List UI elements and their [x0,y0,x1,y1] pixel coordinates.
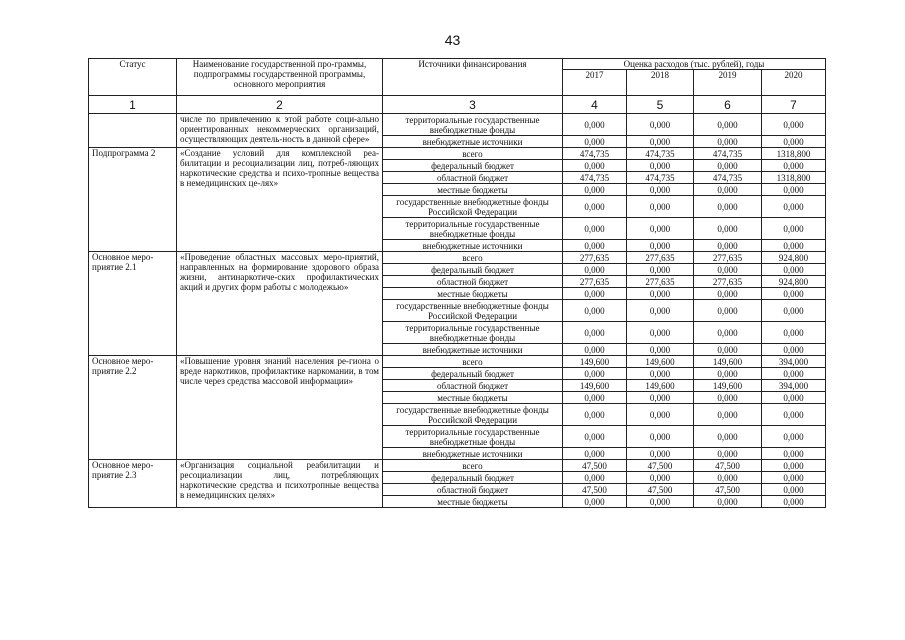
value-cell: 277,635 [563,276,627,288]
value-cell: 0,000 [627,240,694,252]
value-cell: 149,600 [627,380,694,392]
status-cell: Основное меро-приятие 2.2 [89,356,177,460]
value-cell: 0,000 [563,472,627,484]
value-cell: 277,635 [694,276,762,288]
source-cell: всего [383,148,563,160]
value-cell: 277,635 [627,276,694,288]
value-cell: 0,000 [762,472,826,484]
value-cell: 0,000 [563,264,627,276]
value-cell: 474,735 [563,172,627,184]
value-cell: 0,000 [694,218,762,240]
source-cell: всего [383,460,563,472]
value-cell: 0,000 [627,392,694,404]
value-cell: 0,000 [563,404,627,426]
source-cell: территориальные государственные внебюджетные фонды [383,426,563,448]
column-index: 7 [762,96,826,114]
table-row [89,114,826,136]
value-cell: 0,000 [627,136,694,148]
value-cell: 0,000 [627,196,694,218]
value-cell: 474,735 [627,172,694,184]
status-cell [89,114,177,148]
column-index-row [89,96,826,114]
value-cell: 0,000 [762,184,826,196]
value-cell: 0,000 [762,322,826,344]
source-cell: государственные внебюджетные фонды Российской Федерации [383,196,563,218]
value-cell: 0,000 [563,448,627,460]
value-cell: 0,000 [762,114,826,136]
value-cell: 0,000 [694,368,762,380]
source-cell: областной бюджет [383,484,563,496]
source-cell: местные бюджеты [383,288,563,300]
value-cell: 0,000 [563,114,627,136]
source-cell: всего [383,356,563,368]
value-cell: 0,000 [627,114,694,136]
value-cell: 0,000 [563,288,627,300]
value-cell: 474,735 [627,148,694,160]
source-cell: всего [383,252,563,264]
header-year: 2019 [694,70,762,96]
value-cell: 394,000 [762,380,826,392]
value-cell: 0,000 [563,426,627,448]
column-index: 1 [89,96,177,114]
value-cell: 0,000 [762,404,826,426]
table-row [89,460,826,472]
value-cell: 0,000 [627,218,694,240]
value-cell: 0,000 [762,136,826,148]
value-cell: 0,000 [762,448,826,460]
value-cell: 149,600 [627,356,694,368]
page-number: 43 [444,32,461,48]
name-cell: числе по привлечению к этой работе соци-ально ориентированных некоммерческих организаций, осуществляющих деятель-ность в данной сфере» [177,114,383,148]
value-cell: 0,000 [627,264,694,276]
value-cell: 0,000 [563,160,627,172]
source-cell: областной бюджет [383,276,563,288]
source-cell: внебюджетные источники [383,240,563,252]
value-cell: 0,000 [627,160,694,172]
value-cell: 0,000 [762,460,826,472]
value-cell: 277,635 [694,252,762,264]
source-cell: территориальные государственные внебюджетные фонды [383,218,563,240]
source-cell: федеральный бюджет [383,264,563,276]
value-cell: 0,000 [694,136,762,148]
value-cell: 277,635 [627,252,694,264]
value-cell: 0,000 [627,404,694,426]
value-cell: 0,000 [627,496,694,508]
value-cell: 0,000 [762,240,826,252]
value-cell: 0,000 [694,472,762,484]
value-cell: 0,000 [563,218,627,240]
source-cell: местные бюджеты [383,496,563,508]
value-cell: 0,000 [762,196,826,218]
value-cell: 0,000 [563,300,627,322]
value-cell: 149,600 [563,380,627,392]
value-cell: 0,000 [762,392,826,404]
source-cell: областной бюджет [383,172,563,184]
name-cell: «Проведение областных массовых меро-приятий, направленных на формирование здорового образа жизни, антинаркотиче-ских профилактических акций и других форм работы с молодежью» [177,252,383,356]
value-cell: 0,000 [762,344,826,356]
source-cell: внебюджетные источники [383,344,563,356]
source-cell: внебюджетные источники [383,448,563,460]
column-index: 2 [177,96,383,114]
value-cell: 277,635 [563,252,627,264]
value-cell: 0,000 [627,344,694,356]
source-cell: федеральный бюджет [383,368,563,380]
source-cell: территориальные государственные внебюджетные фонды [383,322,563,344]
value-cell: 1318,800 [762,172,826,184]
value-cell: 0,000 [563,196,627,218]
value-cell: 924,800 [762,252,826,264]
value-cell: 0,000 [694,264,762,276]
status-cell: Подпрограмма 2 [89,148,177,252]
value-cell: 0,000 [694,196,762,218]
value-cell: 0,000 [694,184,762,196]
value-cell: 0,000 [762,288,826,300]
value-cell: 474,735 [694,172,762,184]
header-costs: Оценка расходов (тыс. рублей), годы [563,59,826,70]
value-cell: 0,000 [694,300,762,322]
value-cell: 0,000 [762,426,826,448]
value-cell: 0,000 [762,496,826,508]
column-index: 3 [383,96,563,114]
header-sources: Источники финансирования [383,59,563,96]
value-cell: 47,500 [627,460,694,472]
header-year: 2018 [627,70,694,96]
header-year: 2020 [762,70,826,96]
value-cell: 0,000 [694,114,762,136]
value-cell: 0,000 [627,288,694,300]
source-cell: областной бюджет [383,380,563,392]
value-cell: 474,735 [694,148,762,160]
source-cell: территориальные государственные внебюджетные фонды [383,114,563,136]
header-status: Статус [89,59,177,96]
value-cell: 0,000 [563,496,627,508]
value-cell: 0,000 [762,300,826,322]
value-cell: 0,000 [627,300,694,322]
source-cell: местные бюджеты [383,392,563,404]
value-cell: 0,000 [627,322,694,344]
table-row [89,252,826,264]
value-cell: 0,000 [627,448,694,460]
name-cell: «Организация социальной реабилитации и ресоциализации лиц, потребляющих наркотические средства и психотропные вещества в немедицинских целях» [177,460,383,508]
value-cell: 0,000 [694,404,762,426]
table-row [89,356,826,368]
table-row [89,148,826,160]
value-cell: 149,600 [694,380,762,392]
value-cell: 0,000 [627,368,694,380]
column-index: 4 [563,96,627,114]
value-cell: 0,000 [694,448,762,460]
value-cell: 0,000 [563,240,627,252]
source-cell: государственные внебюджетные фонды Российской Федерации [383,404,563,426]
status-cell: Основное меро-приятие 2.1 [89,252,177,356]
header-year: 2017 [563,70,627,96]
value-cell: 1318,800 [762,148,826,160]
value-cell: 0,000 [563,344,627,356]
expenditure-table [88,58,826,508]
value-cell: 0,000 [627,472,694,484]
value-cell: 0,000 [563,136,627,148]
value-cell: 0,000 [762,218,826,240]
value-cell: 0,000 [694,240,762,252]
value-cell: 0,000 [563,184,627,196]
value-cell: 47,500 [563,460,627,472]
value-cell: 0,000 [694,496,762,508]
value-cell: 0,000 [694,288,762,300]
value-cell: 47,500 [627,484,694,496]
value-cell: 394,000 [762,356,826,368]
header-name: Наименование государственной про-граммы, подпрограммы государственной программы, основного мероприятия [177,59,383,96]
value-cell: 0,000 [694,344,762,356]
value-cell: 0,000 [563,392,627,404]
value-cell: 149,600 [694,356,762,368]
value-cell: 0,000 [627,426,694,448]
source-cell: внебюджетные источники [383,136,563,148]
source-cell: местные бюджеты [383,184,563,196]
value-cell: 0,000 [762,160,826,172]
value-cell: 0,000 [563,368,627,380]
table-body [89,114,826,508]
source-cell: федеральный бюджет [383,160,563,172]
value-cell: 47,500 [694,484,762,496]
name-cell: «Повышение уровня знаний населения ре-гиона о вреде наркотиков, профилактике наркомании, в том числе через средства массовой информации» [177,356,383,460]
source-cell: государственные внебюджетные фонды Российской Федерации [383,300,563,322]
value-cell: 0,000 [694,426,762,448]
value-cell: 47,500 [563,484,627,496]
name-cell: «Создание условий для комплексной реа-билитации и ресоциализации лиц, потреб-ляющих наркотические средства и психо-тропные вещества в немедицинских це-лях» [177,148,383,252]
value-cell: 474,735 [563,148,627,160]
value-cell: 0,000 [627,184,694,196]
value-cell: 149,600 [563,356,627,368]
value-cell: 924,800 [762,276,826,288]
value-cell: 0,000 [563,322,627,344]
value-cell: 0,000 [762,484,826,496]
value-cell: 0,000 [762,264,826,276]
value-cell: 0,000 [694,322,762,344]
value-cell: 0,000 [694,160,762,172]
value-cell: 0,000 [762,368,826,380]
column-index: 5 [627,96,694,114]
value-cell: 47,500 [694,460,762,472]
value-cell: 0,000 [694,392,762,404]
source-cell: федеральный бюджет [383,472,563,484]
status-cell: Основное меро-приятие 2.3 [89,460,177,508]
column-index: 6 [694,96,762,114]
